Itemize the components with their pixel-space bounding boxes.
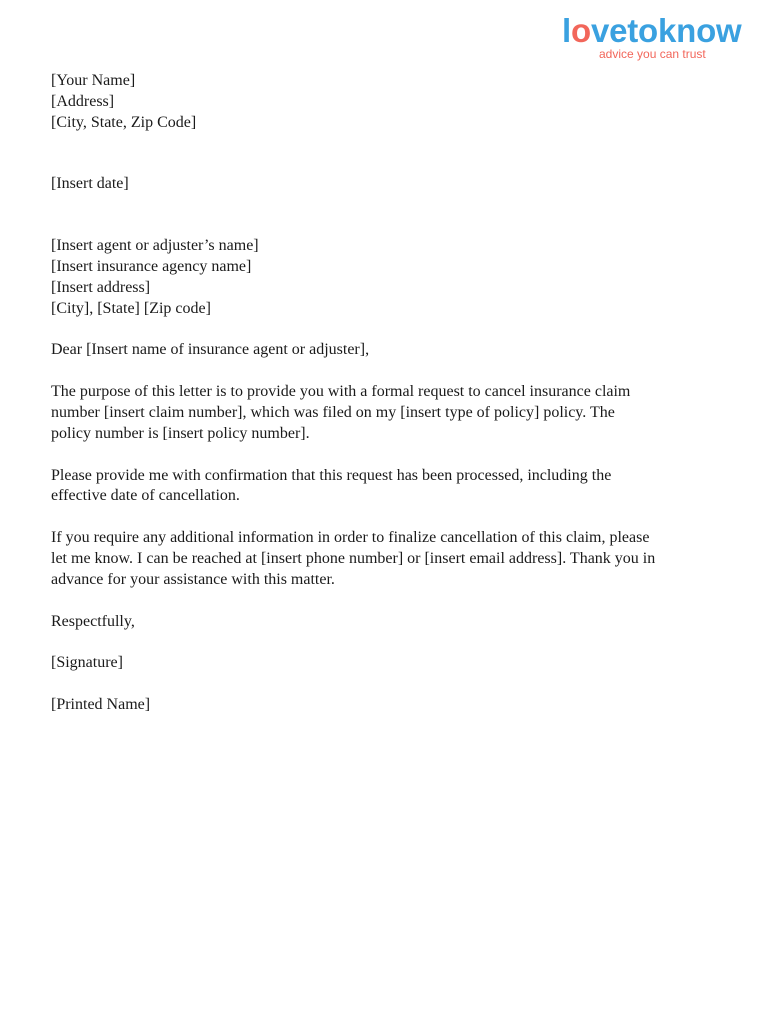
- paragraph-line: number [insert claim number], which was filed on my [insert type of policy] policy. The: [51, 403, 615, 421]
- printed-name-block: [51, 695, 731, 716]
- lovetoknow-logo: [562, 12, 752, 60]
- paragraph-contact: [51, 528, 731, 590]
- sender-address: [Address]: [51, 92, 115, 110]
- paragraph-line: let me know. I can be reached at [insert phone number] or [insert email address]. Thank you in: [51, 549, 656, 567]
- closing-text: Respectfully,: [51, 612, 135, 630]
- closing-block: [51, 612, 731, 633]
- recipient-address: [Insert address]: [51, 278, 151, 296]
- paragraph-purpose: [51, 382, 731, 444]
- logo-wordmark-suffix: vetoknow: [590, 12, 742, 49]
- recipient-block: [51, 236, 731, 319]
- signature-placeholder: [Signature]: [51, 654, 123, 672]
- logo-tagline: advice you can trust: [599, 47, 706, 61]
- letter-date: [Insert date]: [51, 175, 129, 193]
- paragraph-confirmation: [51, 466, 731, 508]
- paragraph-line: advance for your assistance with this matter.: [51, 570, 335, 588]
- logo-wordmark-prefix: l: [562, 12, 571, 49]
- recipient-name: [Insert agent or adjuster’s name]: [51, 237, 259, 255]
- salutation: [51, 340, 731, 361]
- date-block: [51, 174, 731, 195]
- signature-block: [51, 653, 731, 674]
- heart-icon: o: [570, 12, 591, 49]
- printed-name: [Printed Name]: [51, 696, 151, 714]
- paragraph-line: policy number is [insert policy number].: [51, 424, 310, 442]
- logo-wordmark: [562, 12, 742, 50]
- paragraph-line: The purpose of this letter is to provide you with a formal request to cancel insurance claim: [51, 383, 631, 401]
- sender-block: [51, 71, 731, 133]
- sender-city-state-zip: [City, State, Zip Code]: [51, 113, 197, 131]
- letter-body: [51, 71, 731, 716]
- salutation-text: Dear [Insert name of insurance agent or adjuster],: [51, 341, 370, 359]
- paragraph-line: effective date of cancellation.: [51, 487, 240, 505]
- paragraph-line: Please provide me with confirmation that this request has been processed, including the: [51, 466, 612, 484]
- paragraph-line: If you require any additional information in order to finalize cancellation of this claim, please: [51, 529, 650, 547]
- recipient-agency: [Insert insurance agency name]: [51, 257, 252, 275]
- sender-name: [Your Name]: [51, 72, 136, 89]
- recipient-city-state-zip: [City], [State] [Zip code]: [51, 299, 211, 317]
